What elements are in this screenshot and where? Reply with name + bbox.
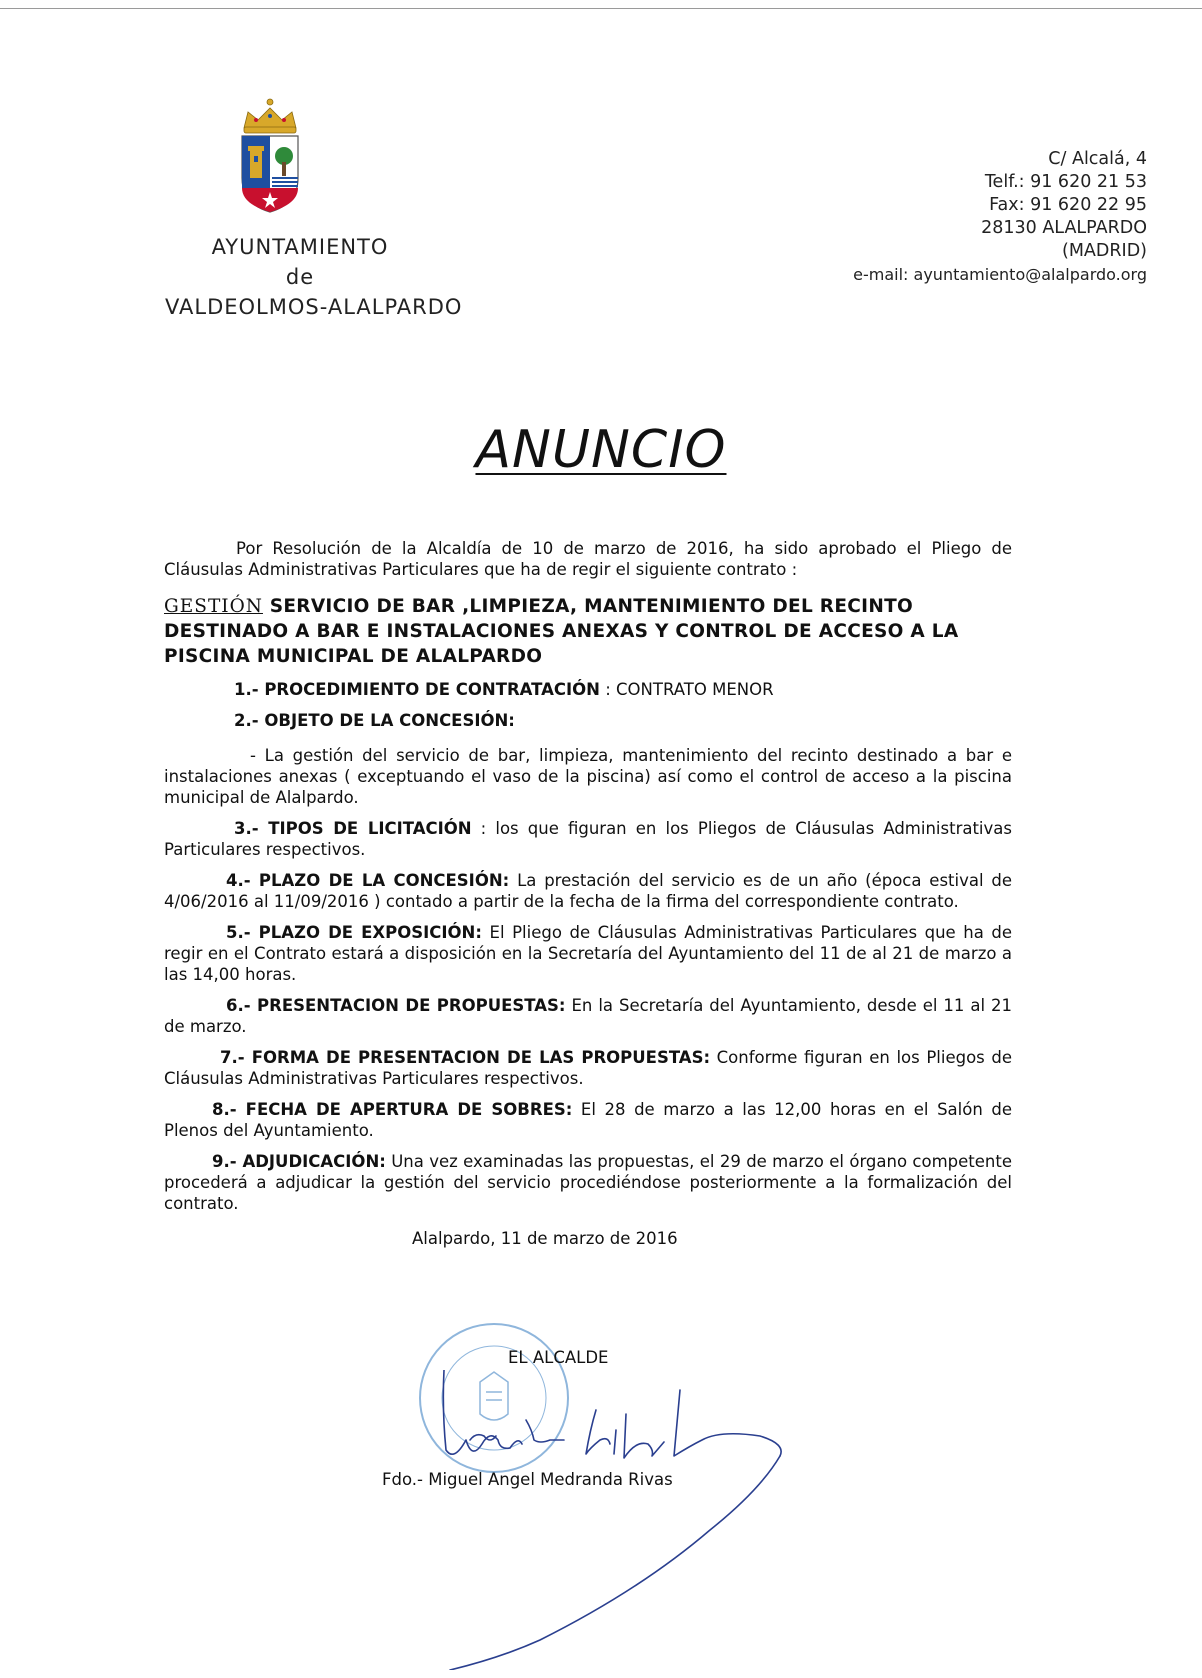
item-4 — [164, 870, 1012, 912]
item-heading: 9.- ADJUDICACIÓN: — [212, 1152, 386, 1171]
item-text: Una vez examinadas las propuestas, el 29 de marzo el órgano competente procederá a adjudicar la gestión del servicio procediéndose posteriormente a la formalización del contrato. — [164, 1152, 1012, 1213]
document-title: ANUNCIO — [475, 420, 727, 480]
item-7 — [164, 1047, 1012, 1089]
item-2-heading — [164, 710, 1012, 731]
contract-title — [164, 594, 1012, 669]
province: (MADRID) — [1062, 241, 1147, 261]
organization-name — [165, 232, 463, 322]
item-3 — [164, 818, 1012, 860]
contact-block — [787, 148, 1147, 286]
item-text: En la Secretaría del Ayuntamiento, desde el 11 al 21 de marzo. — [164, 996, 1013, 1036]
place-date: Alalpardo, 11 de marzo de 2016 — [412, 1229, 678, 1248]
address: C/ Alcalá, 4 — [1048, 149, 1147, 169]
item-text: La prestación del servicio es de un año (época estival de 4/06/2016 al 11/09/2016 ) contado a partir de la fecha de la firma del correspondiente contrato. — [164, 871, 1012, 911]
item-heading: 3.- TIPOS DE LICITACIÓN — [234, 819, 472, 838]
intro-paragraph: Por Resolución de la Alcaldía de 10 de marzo de 2016, ha sido aprobado el Pliego de Cláusulas Administrativas Particulares que ha de regir el siguiente contrato : — [164, 539, 1012, 579]
phone: Telf.: 91 620 21 53 — [984, 172, 1147, 192]
item-heading: 2.- OBJETO DE LA CONCESIÓN: — [234, 711, 515, 730]
item-text: : CONTRATO MENOR — [599, 680, 774, 699]
item-heading: 7.- FORMA DE PRESENTACION DE LAS PROPUESTAS: — [220, 1048, 711, 1067]
item-heading: 1.- PROCEDIMIENTO DE CONTRATACIÓN — [234, 680, 600, 699]
item-text: : los que figuran en los Pliegos de Cláusulas Administrativas Particulares respectivos. — [164, 819, 1012, 859]
item-8 — [164, 1099, 1012, 1141]
item-heading: 5.- PLAZO DE EXPOSICIÓN: — [226, 923, 482, 942]
signer-name: Fdo.- Miguel Angel Medranda Rivas — [382, 1470, 673, 1489]
signature-icon — [440, 1370, 860, 1670]
item-heading: 8.- FECHA DE APERTURA DE SOBRES: — [212, 1100, 573, 1119]
item-5 — [164, 922, 1012, 985]
item-1 — [164, 679, 1012, 700]
postal-code: 28130 ALALPARDO — [981, 218, 1147, 238]
org-line-1: AYUNTAMIENTO — [211, 235, 389, 259]
item-2-text: - La gestión del servicio de bar, limpieza, mantenimiento del recinto destinado a bar e instalaciones anexas ( exceptuando el vaso de la piscina) así como el control de acceso a la piscina municipal de Alalpardo. — [164, 746, 1012, 807]
item-heading: 6.- PRESENTACION DE PROPUESTAS: — [226, 996, 566, 1015]
email: e-mail: ayuntamiento@alalpardo.org — [853, 265, 1147, 284]
coat-of-arms-icon — [234, 96, 306, 216]
item-6 — [164, 995, 1012, 1037]
item-text: Conforme figuran en los Pliegos de Cláusulas Administrativas Particulares respectivos. — [164, 1048, 1012, 1088]
signer-title: EL ALCALDE — [508, 1348, 609, 1367]
document-body — [164, 538, 1012, 1249]
item-heading: 4.- PLAZO DE LA CONCESIÓN: — [226, 871, 510, 890]
contract-text: SERVICIO DE BAR ,LIMPIEZA, MANTENIMIENTO DEL RECINTO DESTINADO A BAR E INSTALACIONES ANEXAS Y CONTROL DE ACCESO A LA PISCINA MUNICIPAL DE ALALPARDO — [164, 596, 959, 667]
org-line-2: de — [285, 265, 315, 289]
item-9 — [164, 1151, 1012, 1214]
org-line-3: VALDEOLMOS-ALALPARDO — [165, 295, 463, 319]
top-rule — [0, 8, 1202, 9]
item-text: El 28 de marzo a las 12,00 horas en el Salón de Plenos del Ayuntamiento. — [164, 1100, 1012, 1140]
contract-prefix: GESTIÓN — [164, 596, 263, 617]
item-text: El Pliego de Cláusulas Administrativas Particulares que ha de regir en el Contrato estará a disposición en la Secretaría del Ayuntamiento del 11 de al 21 de marzo a las 14,00 horas. — [164, 923, 1013, 984]
fax: Fax: 91 620 22 95 — [989, 195, 1147, 215]
